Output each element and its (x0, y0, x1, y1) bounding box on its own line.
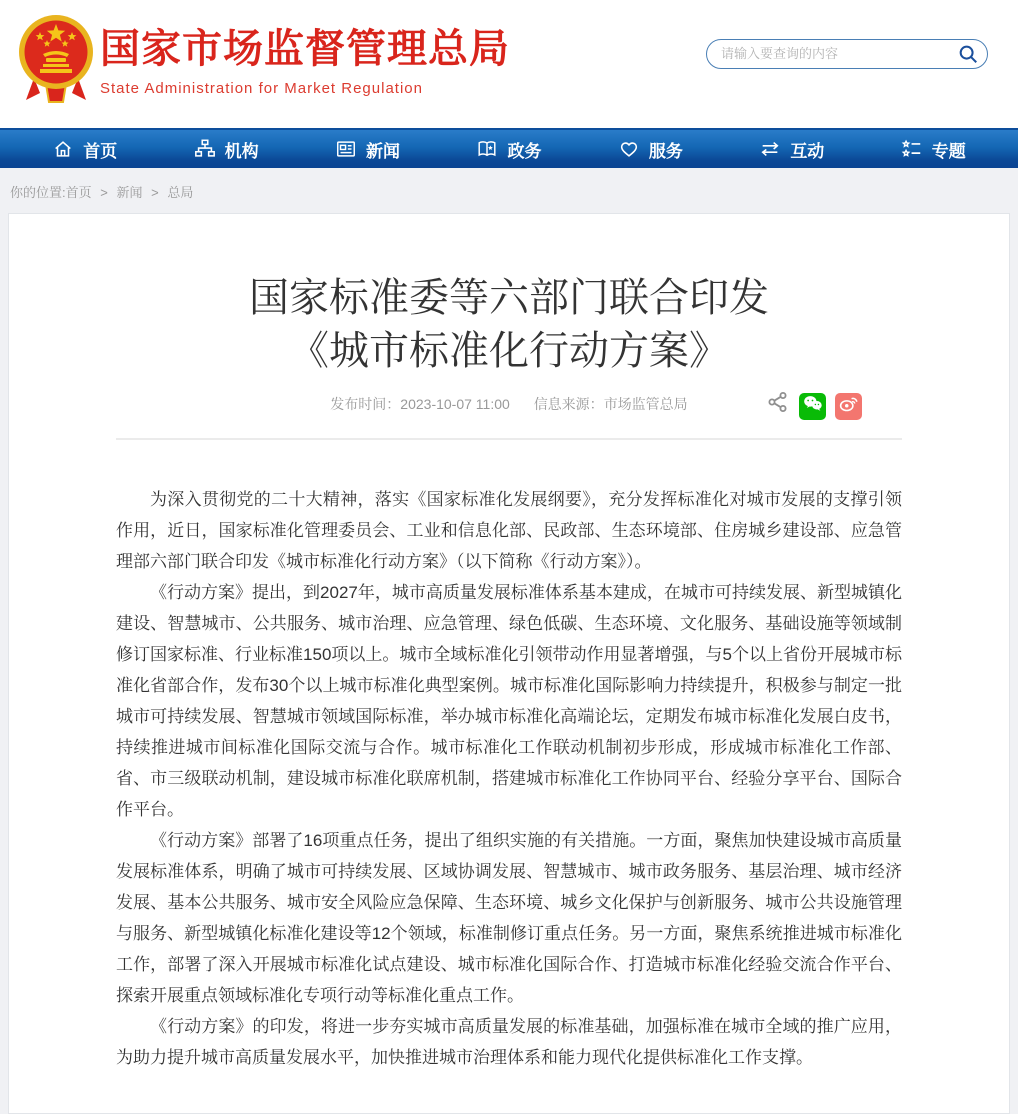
nav-item-home[interactable] (52, 137, 117, 162)
breadcrumb (0, 168, 1018, 213)
nav-item-label: 新闻 (366, 141, 401, 161)
main-nav (0, 128, 1018, 168)
publish-time-label: 发布时间： (330, 396, 401, 412)
breadcrumb-item-bureau[interactable]: 总局 (167, 185, 194, 200)
nav-item-topics[interactable] (901, 137, 966, 162)
nav-item-orgs[interactable] (194, 137, 259, 162)
breadcrumb-item-home[interactable]: 首页 (65, 185, 92, 200)
wechat-icon[interactable] (799, 393, 826, 420)
article-title-line1: 国家标准委等六部门联合印发 (249, 276, 769, 320)
site-subtitle: State Administration for Market Regulation (100, 80, 423, 97)
search-icon (957, 53, 979, 68)
nav-item-interaction[interactable] (759, 137, 824, 162)
national-emblem-icon (16, 95, 96, 112)
home-icon (52, 138, 74, 160)
article-title (116, 272, 902, 378)
source-value: 市场监管总局 (603, 396, 688, 412)
gov-affairs-icon (476, 138, 498, 160)
article-paragraph: 《行动方案》提出，到2027年，城市高质量发展标准体系基本建成，在城市可持续发展、新型城镇化建设、智慧城市、公共服务、城市治理、应急管理、绿色低碳、生态环境、文化服务、基础设施等领域制修订国家标准、行业标准150项以上。城市全域标准化引领带动作用显著增强，与5个以上省份开展城市标准化省部合作，发布30个以上城市标准化典型案例。城市标准化国际影响力持续提升，积极参与制定一批城市可持续发展、智慧城市领域国际标准，举办城市标准化高端论坛，定期发布城市标准化发展白皮书，持续推进城市间标准化国际交流与合作。城市标准化工作联动机制初步形成，形成城市标准化工作部、省、市三级联动机制，建设城市标准化联席机制，搭建城市标准化工作协同平台、经验分享平台、国际合作平台。 (116, 583, 902, 819)
site-header (0, 0, 1018, 128)
title-separator (116, 438, 902, 440)
site-logo-link[interactable] (16, 12, 96, 108)
search-input[interactable] (721, 40, 951, 66)
article-paragraph: 《行动方案》部署了16项重点任务，提出了组织实施的有关措施。一方面，聚焦加快建设城市高质量发展标准体系，明确了城市可持续发展、区域协调发展、智慧城市、城市政务服务、基层治理、城市经济发展、基本公共服务、城市安全风险应急保障、生态环境、城乡文化保护与创新服务、城市公共设施管理与服务、新型城镇化标准化建设等12个领域，标准制修订重点任务。另一方面，聚焦系统推进城市标准化工作，部署了深入开展城市标准化试点建设、城市标准化国际合作、打造城市标准化经验交流合作平台、探索开展重点领域标准化专项行动等标准化重点工作。 (116, 831, 902, 1005)
site-title: 国家市场监督管理总局 (100, 27, 510, 71)
nav-item-gov-affairs[interactable] (476, 137, 541, 162)
nav-item-services[interactable] (618, 137, 683, 162)
search-button[interactable] (957, 43, 979, 65)
nav-item-label: 政务 (507, 141, 542, 161)
news-icon (335, 138, 357, 160)
weibo-icon[interactable] (835, 393, 862, 420)
article-title-line2: 《城市标准化行动方案》 (289, 329, 729, 373)
publish-time-value: 2023-10-07 11:00 (400, 396, 510, 412)
exchange-icon (759, 138, 781, 160)
topics-icon (901, 138, 923, 160)
sitemap-icon (194, 138, 216, 160)
source-label: 信息来源： (533, 396, 604, 412)
breadcrumb-separator: > (100, 185, 108, 200)
article-paragraph: 《行动方案》的印发，将进一步夯实城市高质量发展的标准基础，加强标准在城市全域的推广应用，为助力提升城市高质量发展水平，加快推进城市治理体系和能力现代化提供标准化工作支撑。 (116, 1017, 902, 1067)
breadcrumb-prefix: 你的位置: (10, 185, 66, 200)
nav-item-label: 机构 (224, 141, 259, 161)
nav-item-news[interactable] (335, 137, 400, 162)
article-body (116, 484, 902, 1073)
breadcrumb-item-news[interactable]: 新闻 (116, 185, 143, 200)
article-paragraph: 为深入贯彻党的二十大精神，落实《国家标准化发展纲要》，充分发挥标准化对城市发展的支撑引领作用，近日，国家标准化管理委员会、工业和信息化部、民政部、生态环境部、住房城乡建设部、应急管理部六部门联合印发《城市标准化行动方案》（以下简称《行动方案》）。 (116, 490, 902, 571)
article-meta (116, 390, 902, 418)
heart-icon (618, 138, 640, 160)
nav-item-label: 专题 (931, 141, 966, 161)
share-icon[interactable] (766, 390, 790, 423)
nav-item-label: 互动 (790, 141, 825, 161)
share-bar (766, 390, 862, 423)
search-box (706, 39, 988, 69)
breadcrumb-separator: > (151, 185, 159, 200)
article-card (8, 213, 1010, 1114)
nav-item-label: 首页 (83, 141, 118, 161)
nav-item-label: 服务 (648, 141, 683, 161)
